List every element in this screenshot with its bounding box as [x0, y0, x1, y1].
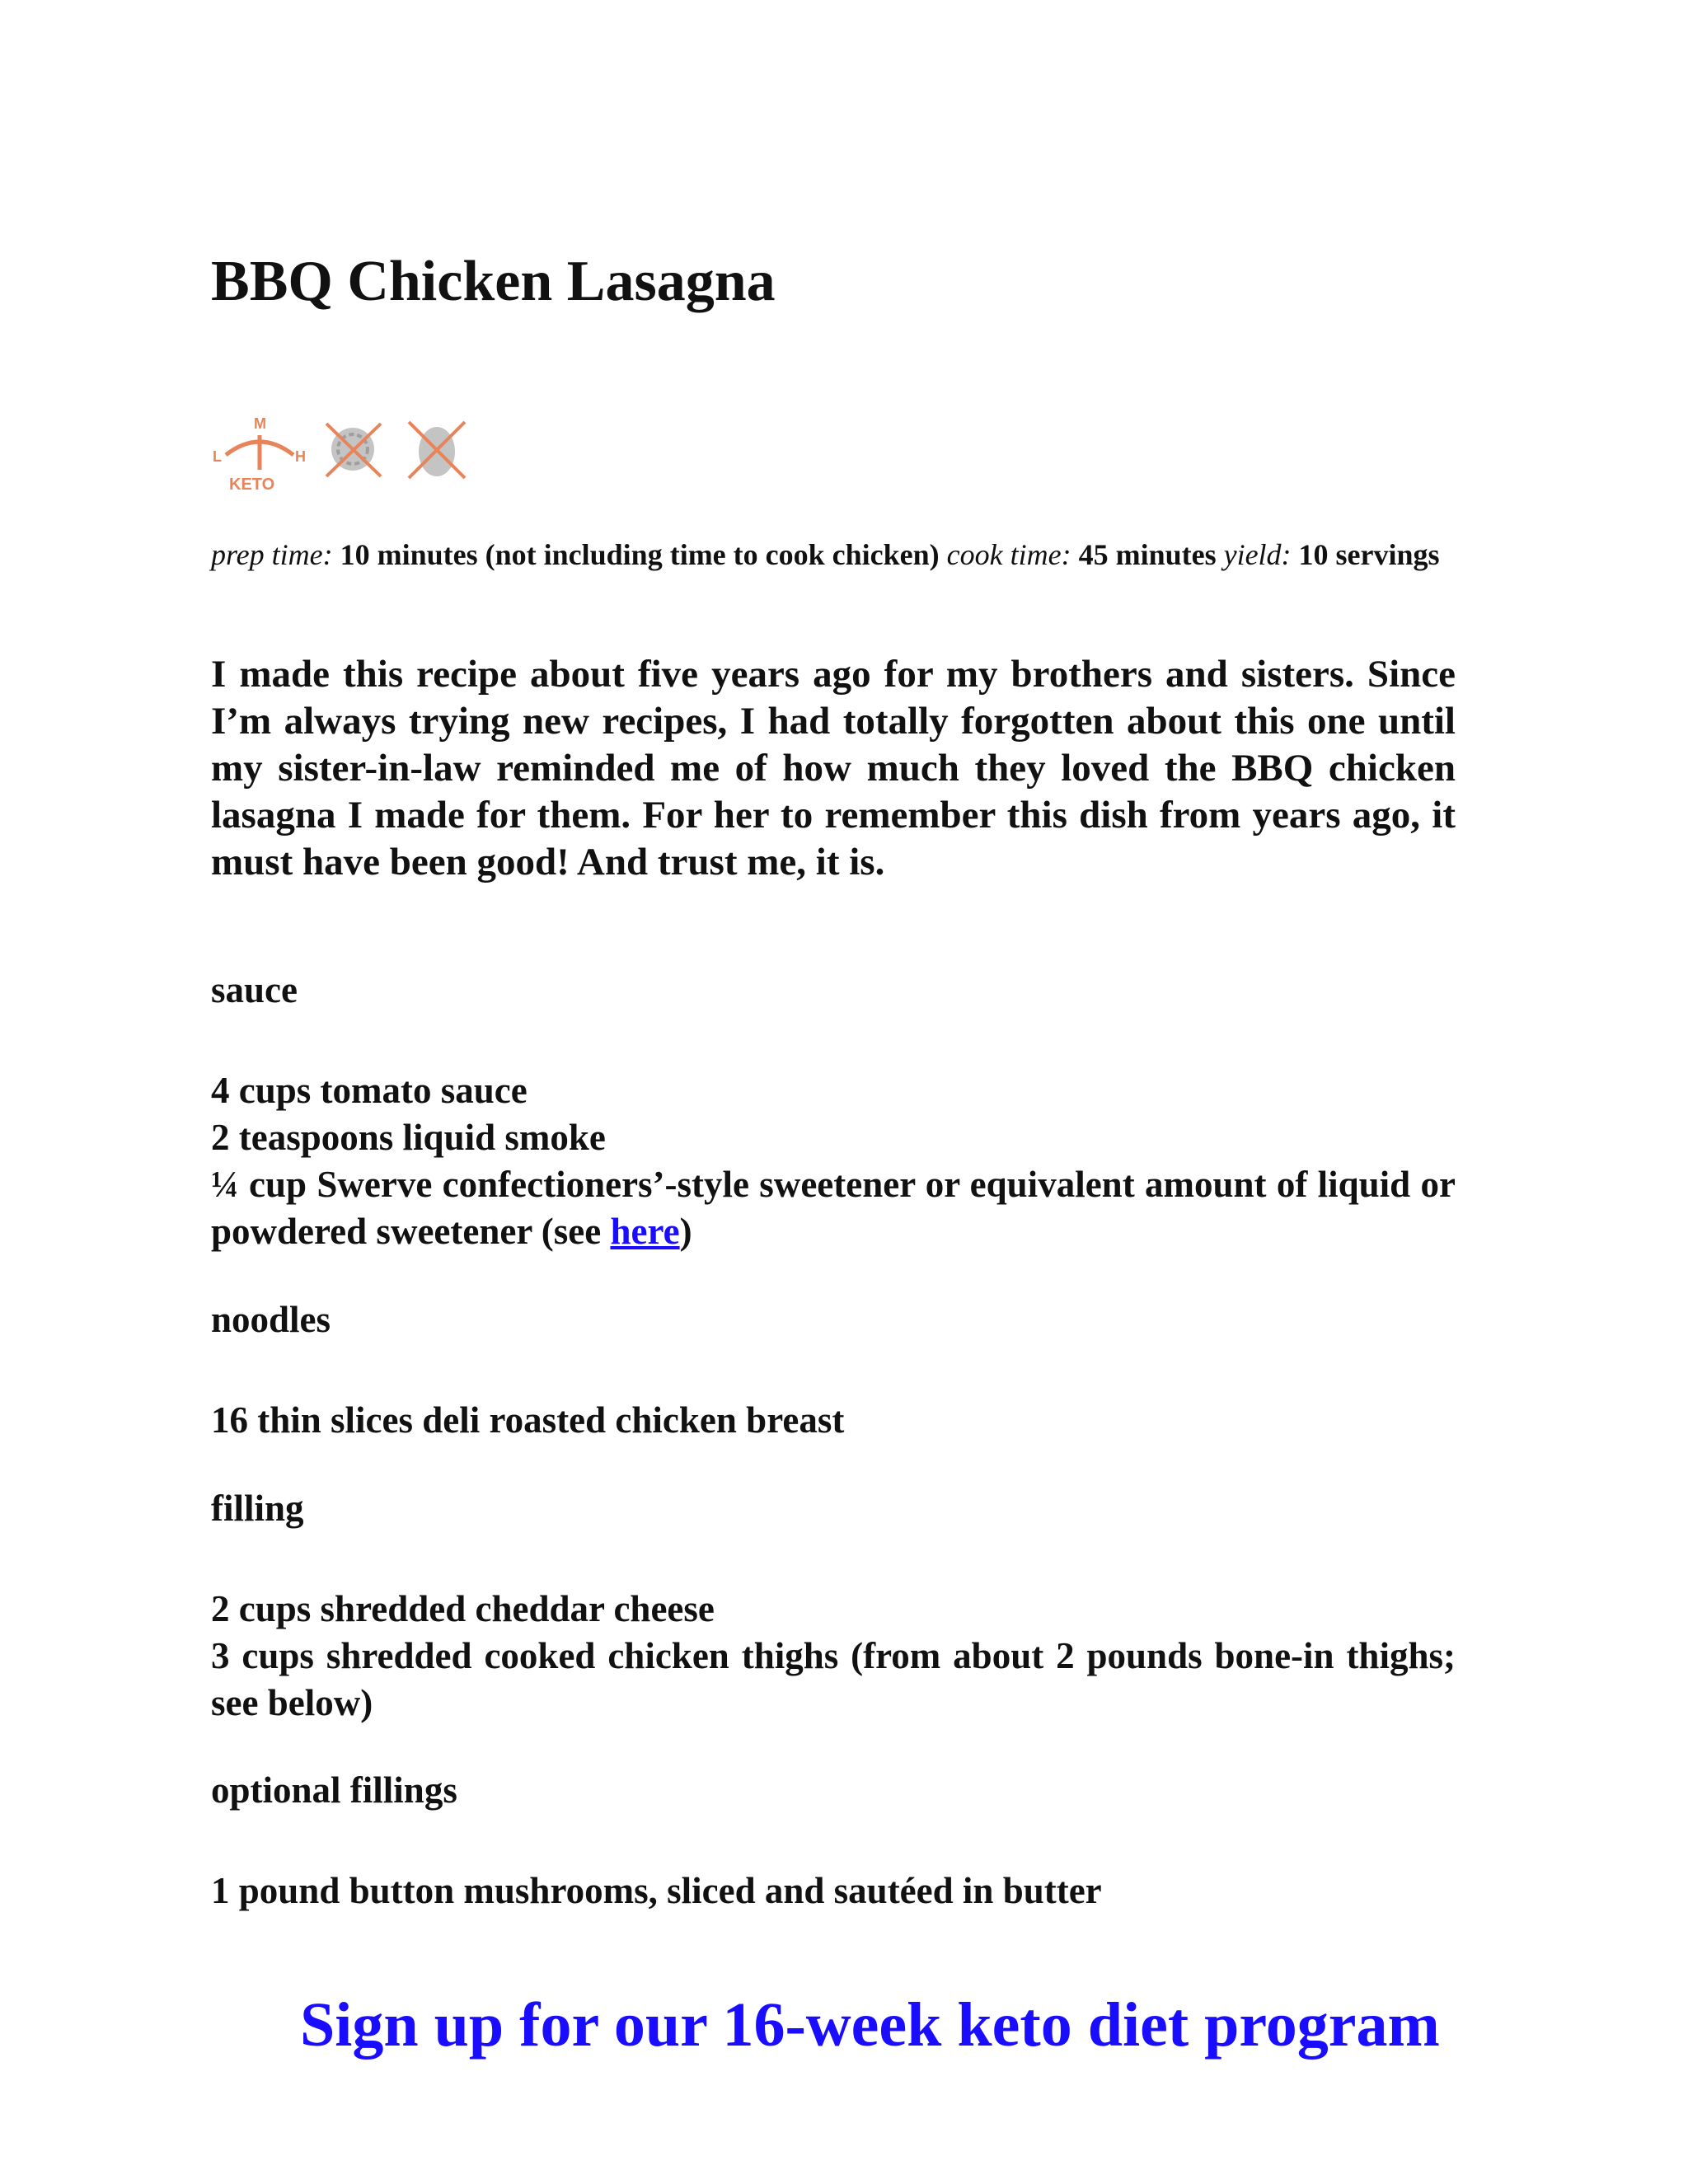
ingredient-item: 16 thin slices deli roasted chicken breast — [211, 1399, 845, 1441]
prep-time-label: prep time: — [211, 538, 333, 571]
yield-label: yield: — [1223, 538, 1292, 571]
cook-time-value: 45 minutes — [1078, 538, 1217, 571]
ingredient-item: 3 cups shredded cooked chicken thighs (from about 2 pounds bone-in thighs; see below) — [211, 1635, 1456, 1723]
keto-scale-h: H — [295, 448, 306, 465]
ingredient-item: 1 pound button mushrooms, sliced and sautéed in butter — [211, 1870, 1102, 1911]
cook-time-label: cook time: — [946, 538, 1071, 571]
ingredient-text: ¼ cup Swerve confectioners’-style sweetener or equivalent amount of liquid or powdered sweetener (see — [211, 1164, 1456, 1252]
keto-scale-icon — [211, 412, 310, 503]
keto-scale-l: L — [213, 448, 222, 465]
prep-time-value: 10 minutes (not including time to cook chicken) — [340, 538, 940, 571]
nut-free-icon — [318, 412, 391, 486]
ingredient-item: 4 cups tomato sauce — [211, 1070, 528, 1111]
recipe-intro: I made this recipe about five years ago for my brothers and sisters. Since I’m always trying new recipes, I had totally forgotten about this one until my sister-in-law reminded me of how much they loved the BBQ chicken lasagna I made for them. For her to remember this dish from years ago, it must have been good! And trust me, it is. — [211, 653, 1456, 883]
recipe-title: BBQ Chicken Lasagna — [211, 250, 776, 313]
recipe-meta — [211, 537, 1456, 573]
section-heading-noodles: noodles — [211, 1299, 331, 1340]
section-heading-optional-fillings: optional fillings — [211, 1769, 457, 1811]
ingredient-item: 2 teaspoons liquid smoke — [211, 1117, 606, 1158]
section-heading-filling: filling — [211, 1488, 304, 1529]
ingredient-text-end: ) — [679, 1211, 692, 1252]
diet-icons — [211, 412, 473, 511]
ingredient-item: 2 cups shredded cheddar cheese — [211, 1588, 715, 1629]
ingredient-item — [211, 1161, 1456, 1255]
keto-scale-m: M — [254, 415, 266, 432]
sweetener-link[interactable]: here — [610, 1211, 680, 1252]
keto-label: KETO — [229, 476, 275, 494]
section-heading-sauce: sauce — [211, 969, 298, 1010]
yield-value: 10 servings — [1298, 538, 1440, 571]
keto-program-signup-link[interactable]: Sign up for our 16-week keto diet program — [300, 1990, 1440, 2060]
egg-free-icon — [401, 412, 473, 486]
